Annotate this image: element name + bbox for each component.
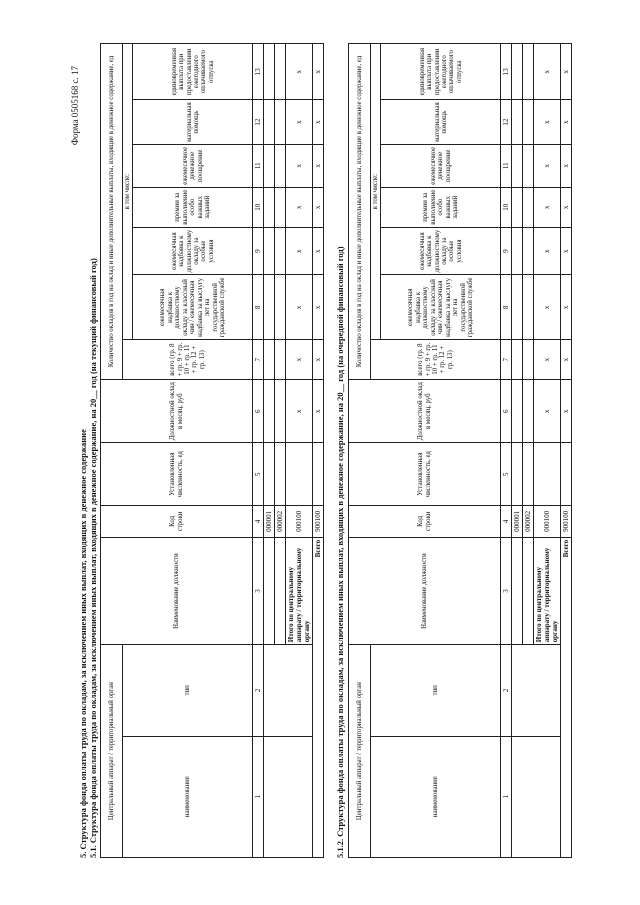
- col-num: 7: [501, 340, 512, 380]
- in-total-label: в том числе:: [123, 44, 133, 340]
- c13-header: единовременная выплата при предоставлении ежегодного оплачиваемого отпуска: [133, 44, 253, 100]
- form-number: Форма 0505168 с. 17: [70, 66, 80, 146]
- c10-header: премии за выполнение особо важных заданий: [133, 187, 253, 227]
- c13-header: единовременная выплата при предоставлении ежегодного оплачиваемого отпуска: [381, 44, 501, 100]
- col-num: 8: [501, 275, 512, 340]
- table-5-1: Центральный аппарат / территориальный орган Наименование должности Код строки Установленная численность, ед Должностной оклад в месяц, руб Количество окладов в год на оклад и иные дополнительные выплаты, входящие в денежное содержание, ед наименование тип всего (гр. 8 + гр. 9 + гр. 10 + гр. 11 + гр. 12 + гр. 13) в том числе: ежемесячная надбавка к должностному окладу за классный чин / ежемесячная надбавка за выслугу лет на государственной гражданской службе ежемесячная надбавка к должностному окладу за особые условия премии за выполнение особо важных заданий ежемесячное денежное поощрение материальная помощь единовременная выплата при предоставлении ежегодного оплачиваемого отпуска 1 2 3 4 5 6 7 8 9 10 11 12 13 000001 000002 Итого по центральному аппарату / территориальному органу 000100 x x x x x x x x Всего 900100 x x x x x x x x: [100, 43, 324, 858]
- name-header: наименование: [371, 736, 501, 857]
- col-num: 6: [501, 379, 512, 443]
- col-num: 12: [501, 100, 512, 144]
- type-header: тип: [123, 645, 253, 736]
- staff-header: Установленная численность, ед: [349, 443, 501, 505]
- subtotal-code: 000100: [286, 505, 313, 537]
- col-num: 11: [253, 144, 264, 187]
- c10-header: премии за выполнение особо важных заданий: [381, 187, 501, 227]
- col-num: 5: [253, 443, 264, 505]
- name-header: наименование: [123, 736, 253, 857]
- col-num: 12: [253, 100, 264, 144]
- col-num: 9: [253, 227, 264, 275]
- row-code: 000001: [512, 505, 523, 537]
- col-num: 6: [253, 379, 264, 443]
- qty-header: Количество окладов в год на оклад и иные дополнительные выплаты, входящие в денежное содержание, ед: [349, 44, 371, 380]
- col-num: 2: [253, 645, 264, 736]
- org-header: Центральный аппарат / территориальный орган: [349, 645, 371, 858]
- col-num: 3: [253, 537, 264, 644]
- col-num: 1: [253, 736, 264, 857]
- in-total-label: в том числе:: [371, 44, 381, 340]
- total-header: всего (гр. 8 + гр. 9 + гр. 10 + гр. 11 + гр. 12 + гр. 13): [123, 340, 253, 380]
- total-code: 900100: [313, 505, 324, 537]
- col-num: 1: [501, 736, 512, 857]
- col-num: 13: [501, 44, 512, 100]
- c12-header: материальная помощь: [133, 100, 253, 144]
- subtotal-label: Итого по центральному аппарату / территориальному органу: [534, 537, 561, 644]
- section-title: 5. Структура фонда оплаты труда по окладам, за исключением иных выплат, входящих в денежное содержание: [78, 429, 88, 858]
- total-label: Всего: [561, 537, 572, 857]
- c11-header: ежемесячное денежное поощрение: [381, 144, 501, 187]
- rotated-page: [70, 38, 595, 858]
- salary-header: Должностной оклад в месяц, руб: [349, 379, 501, 443]
- col-num: 7: [253, 340, 264, 380]
- col-num: 9: [501, 227, 512, 275]
- qty-header: Количество окладов в год на оклад и иные дополнительные выплаты, входящие в денежное содержание, ед: [101, 44, 123, 380]
- code-header: Код строки: [349, 505, 501, 537]
- table2-title: 5.1.2. Структура фонда оплаты труда по окладам, за исключением иных выплат, входящих в денежное содержание, на 20__ год (на очередной финансовый год): [335, 246, 345, 858]
- subtotal-code: 000100: [534, 505, 561, 537]
- code-header: Код строки: [101, 505, 253, 537]
- c11-header: ежемесячное денежное поощрение: [133, 144, 253, 187]
- total-code: 900100: [561, 505, 572, 537]
- col-num: 5: [501, 443, 512, 505]
- table-5-1-2: Центральный аппарат / территориальный орган Наименование должности Код строки Установленная численность, ед Должностной оклад в месяц, руб Количество окладов в год на оклад и иные дополнительные выплаты, входящие в денежное содержание, ед наименование тип всего (гр. 8 + гр. 9 + гр. 10 + гр. 11 + гр. 12 + гр. 13) в том числе: ежемесячная надбавка к должностному окладу за классный чин / ежемесячная надбавка за выслугу лет на государственной гражданской службе ежемесячная надбавка к должностному окладу за особые условия премии за выполнение особо важных заданий ежемесячное денежное поощрение материальная помощь единовременная выплата при предоставлении ежегодного оплачиваемого отпуска 1 2 3 4 5 6 7 8 9 10 11 12 13 000001 000002 Итого по центральному аппарату / территориальному органу 000100 x x x x x x x x Всего 900100 x x x x x x x x: [348, 43, 572, 858]
- c8-header: ежемесячная надбавка к должностному окладу за классный чин / ежемесячная надбавка за выслугу лет на государственной гражданской службе: [381, 275, 501, 340]
- c8-header: ежемесячная надбавка к должностному окладу за классный чин / ежемесячная надбавка за выслугу лет на государственной гражданской службе: [133, 275, 253, 340]
- subtotal-label: Итого по центральному аппарату / территориальному органу: [286, 537, 313, 644]
- c9-header: ежемесячная надбавка к должностному окладу за особые условия: [381, 227, 501, 275]
- col-num: 8: [253, 275, 264, 340]
- table1-title: 5.1. Структура фонда оплаты труда по окладам, за исключением иных выплат, входящих в денежное содержание, на 20__ год (на текущий финансовый год): [88, 258, 98, 858]
- staff-header: Установленная численность, ед: [101, 443, 253, 505]
- col-num: 4: [253, 505, 264, 537]
- col-num: 13: [253, 44, 264, 100]
- c12-header: материальная помощь: [381, 100, 501, 144]
- salary-header: Должностной оклад в месяц, руб: [101, 379, 253, 443]
- col-num: 4: [501, 505, 512, 537]
- position-header: Наименование должности: [101, 537, 253, 644]
- row-code: 000002: [275, 505, 286, 537]
- col-num: 2: [501, 645, 512, 736]
- total-header: всего (гр. 8 + гр. 9 + гр. 10 + гр. 11 + гр. 12 + гр. 13): [371, 340, 501, 380]
- col-num: 10: [501, 187, 512, 227]
- type-header: тип: [371, 645, 501, 736]
- c9-header: ежемесячная надбавка к должностному окладу за особые условия: [133, 227, 253, 275]
- col-num: 10: [253, 187, 264, 227]
- row-code: 000002: [523, 505, 534, 537]
- col-num: 3: [501, 537, 512, 644]
- total-label: Всего: [313, 537, 324, 857]
- row-code: 000001: [264, 505, 275, 537]
- col-num: 11: [501, 144, 512, 187]
- position-header: Наименование должности: [349, 537, 501, 644]
- org-header: Центральный аппарат / территориальный орган: [101, 645, 123, 858]
